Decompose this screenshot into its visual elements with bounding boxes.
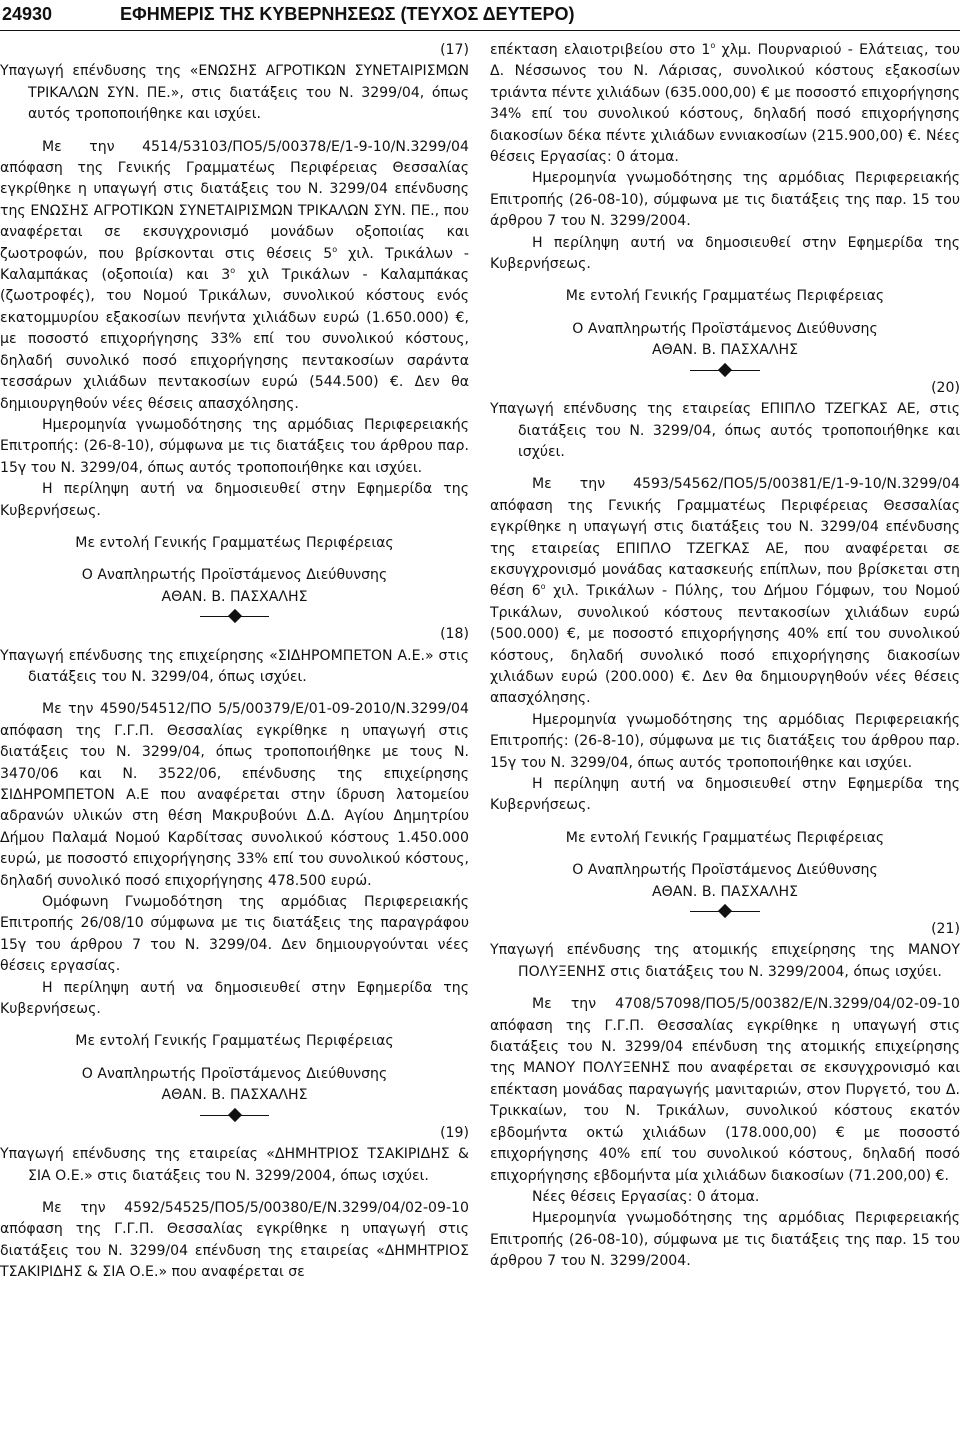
notice-18: [0, 624, 469, 1107]
signature-line-2: Ο Αναπληρωτής Προϊστάμενος Διεύθυνσης: [572, 320, 878, 337]
notice-body: [490, 474, 960, 709]
notice-body: Με την 4592/54525/ΠΟ5/5/00380/Ε/Ν.3299/04/02-09-10 απόφαση της Γ.Γ.Π. Θεσσαλίας εγκρίθηκε η υπαγωγή στις διατάξεις του Ν. 3299/04 επένδυση της εταιρείας «ΔΗΜΗΤΡΙΟΣ ΤΣΑΚΙΡΙΔΗΣ & ΣΙΑ Ο.Ε.» που αναφέρεται σε: [0, 1199, 469, 1281]
body-text: χιλ Τρικάλων - Καλαμπάκας (ζωοτροφές), του Νομού Τρικάλων, συνολικού κόστους ενός εκατομμυρίου εξακοσίων πενήντα χιλιάδων ευρώ (1.650.000) €, με ποσοστό επιχορήγησης 33% επί του συνολικού κόστους, δηλαδή συνολικό ποσό επιχορήγησης πεντακοσίων σαράντα τεσσάρων χιλιάδων πεντακοσίων ευρώ (544.500) €. Δεν θα δημιουργηθούν νέες θέσεις απασχόλησης.: [0, 267, 469, 412]
right-column: [490, 40, 960, 1273]
section-separator: [490, 362, 960, 378]
diamond-icon: [227, 609, 241, 623]
gazette-title: ΕΦΗΜΕΡΙΣ ΤΗΣ ΚΥΒΕΡΝΗΣΕΩΣ (ΤΕΥΧΟΣ ΔΕΥΤΕΡΟ): [120, 4, 575, 24]
superscript: ο: [230, 266, 236, 276]
notice-publication: Η περίληψη αυτή να δημοσιευθεί στην Εφημερίδα της Κυβερνήσεως.: [0, 481, 469, 519]
notice-opinion: Ημερομηνία γνωμοδότησης της αρμόδιας Περιφερειακής Επιτροπής: (26-8-10), σύμφωνα με τις διατάξεις του άρθρου παρ. 15γ του Ν. 3299/04, όπως αυτός τροποποιήθηκε και ισχύει.: [490, 711, 960, 771]
body-text: χιλ. Τρικάλων - Πύλης, του Δήμου Γόμφων, του Νομού Τρικάλων, συνολικού κόστους πεντακοσίων χιλιάδων ευρώ (500.000) €, με ποσοστό επιχορήγησης 40% επί του συνολικού κόστους, δηλαδή συνολικό ποσό επιχορήγησης διακοσίων χιλιάδων ευρώ (200.000) €. Δεν θα δημιουργηθούν νέες θέσεις απασχόλησης.: [490, 583, 960, 707]
header-rule: [0, 30, 960, 31]
signature-name: ΑΘΑΝ. Β. ΠΑΣΧΑΛΗΣ: [161, 588, 308, 605]
notice-heading: Υπαγωγή επένδυσης της εταιρείας ΕΠΙΠΛΟ ΤΖΕΓΚΑΣ ΑΕ, στις διατάξεις του Ν. 3299/04, όπως αυτός τροποποιήθηκε και ισχύει.: [490, 401, 960, 460]
notice-number: (20): [931, 379, 960, 396]
notice-body: Με την 4708/57098/ΠΟ5/5/00382/Ε/Ν.3299/04/02-09-10 απόφαση της Γ.Γ.Π. Θεσσαλίας εγκρίθηκε η υπαγωγή στις διατάξεις του Ν. 3299/04 επένδυση της ατομικής επιχείρησης της ΜΑΝΟΥ ΠΟΛΥΞΕΝΗΣ που αναφέρεται σε εκσυγχρονισμό και επέκταση μονάδας παραγωγής μανιταριών, στον Πυργετό, του Δ. Τρικκαίων, του Ν. Τρικάλων, συνολικού κόστους εκατόν εβδομήντα οκτώ χιλιάδων (178.000,00) € με ποσοστό επιχορήγησης 40% επί του συνολικού κόστους, δηλαδή ποσό επιχορήγησης εβδομήντα μία χιλιάδων διακοσίων (71.200,00) €.: [490, 996, 960, 1184]
diamond-icon: [227, 1108, 241, 1122]
notice-body: [0, 137, 469, 415]
signature-name: ΑΘΑΝ. Β. ΠΑΣΧΑΛΗΣ: [651, 883, 799, 900]
body-text: χιλ. Τρικάλων - Καλαμπάκας (οξοποιία) και 3: [0, 245, 469, 284]
notice-opinion: Ομόφωνη Γνωμοδότηση της αρμόδιας Περιφερειακής Επιτροπής 26/08/10 σύμφωνα με τις διατάξεις της παραγράφου 15γ του άρθρου 7 του Ν. 3299/04. Δεν δημιουργούνται νέες θέσεις εργασίας.: [0, 894, 469, 975]
signature-line-1: Με εντολή Γενικής Γραμματέως Περιφέρειας: [75, 534, 394, 551]
notice-opinion: Ημερομηνία γνωμοδότησης της αρμόδιας Περιφερειακής Επιτροπής: (26-8-10), σύμφωνα με τις διατάξεις του άρθρου παρ. 15γ του Ν. 3299/04, όπως αυτός τροποποιήθηκε και ισχύει.: [0, 416, 469, 476]
notice-number: (17): [440, 42, 469, 58]
section-separator: [0, 1107, 469, 1123]
signature-name: ΑΘΑΝ. Β. ΠΑΣΧΑΛΗΣ: [161, 1087, 308, 1104]
notice-jobs: Νέες θέσεις Εργασίας: 0 άτομα.: [532, 1188, 760, 1205]
notice-17: [0, 40, 469, 608]
notice-heading: Υπαγωγή επένδυσης της εταιρείας «ΔΗΜΗΤΡΙΟΣ ΤΣΑΚΙΡΙΔΗΣ & ΣΙΑ Ο.Ε.» στις διατάξεις του Ν. 3299/2004, όπως ισχύει.: [0, 1146, 469, 1184]
notice-publication: Η περίληψη αυτή να δημοσιευθεί στην Εφημερίδα της Κυβερνήσεως.: [490, 776, 960, 814]
body-text: Με την 4514/53103/ΠΟ5/5/00378/Ε/1-9-10/Ν.3299/04 απόφαση της Γενικής Γραμματέως Περιφέρειας Θεσσαλίας εγκρίθηκε η υπαγωγή στις διατάξεις του Ν. 3299/04 επένδυσης της ΕΝΩΣΗΣ ΑΓΡΟΤΙΚΩΝ ΣΥΝΕΤΑΙΡΙΣΜΩΝ ΤΡΙΚΑΛΩΝ ΣΥΝ. ΠΕ., που αναφέρεται σε εκσυγχρονισμό μονάδων οξοποιίας και ζωοτροφών, που βρίσκονται στις θέσεις 5: [0, 138, 469, 262]
superscript: ο: [710, 41, 716, 50]
section-separator: [0, 608, 469, 624]
body-text: χλμ. Πουρναριού - Ελάτειας, του Δ. Νέσσωνος του Ν. Λάρισας, συνολικού κόστους εξακοσίων τριάντα πέντε χιλιάδων (635.000,00) € με ποσοστό επιχορήγησης 34% επί του συνολικού κόστους, δηλαδή ποσό επιχορήγησης διακοσίων δέκα πέντε χιλιάδων εννιακοσίων (215.900,00) €. Νέες θέσεις Εργασίας: 0 άτομα.: [490, 42, 960, 166]
signature-line-1: Με εντολή Γενικής Γραμματέως Περιφέρειας: [565, 829, 885, 846]
signature-line-2: Ο Αναπληρωτής Προϊστάμενος Διεύθυνσης: [572, 862, 878, 879]
signature-line-2: Ο Αναπληρωτής Προϊστάμενος Διεύθυνσης: [81, 1065, 388, 1082]
notice-19: [0, 1123, 469, 1284]
notice-opinion: Ημερομηνία γνωμοδότησης της αρμόδιας Περιφερειακής Επιτροπής (26-08-10), σύμφωνα με τις διατάξεις της παρ. 15 του άρθρου 7 του Ν. 3299/2004.: [490, 1210, 960, 1270]
left-column: [0, 40, 469, 1284]
superscript: ο: [540, 582, 546, 592]
body-text: επέκταση ελαιοτριβείου στο 1: [490, 42, 711, 58]
notice-opinion: Ημερομηνία γνωμοδότησης της αρμόδιας Περιφερειακής Επιτροπής (26-08-10), σύμφωνα με τις διατάξεις της παρ. 15 του άρθρου 7 του Ν. 3299/2004.: [490, 170, 960, 230]
signature-line-1: Με εντολή Γενικής Γραμματέως Περιφέρειας: [75, 1033, 394, 1050]
notice-20: [490, 378, 960, 903]
notice-number: (19): [440, 1124, 469, 1141]
page-header: [0, 4, 960, 28]
notice-heading: Υπαγωγή επένδυσης της ατομικής επιχείρησης της ΜΑΝΟΥ ΠΟΛΥΞΕΝΗΣ στις διατάξεις του Ν. 3299/2004, όπως ισχύει.: [490, 942, 960, 980]
notice-number: (18): [440, 626, 469, 643]
notice-number: (21): [931, 921, 960, 938]
notice-19-continued: [490, 40, 960, 362]
diamond-icon: [718, 904, 732, 918]
notice-body-continued: [490, 40, 960, 168]
diamond-icon: [718, 363, 732, 377]
notice-publication: Η περίληψη αυτή να δημοσιευθεί στην Εφημερίδα της Κυβερνήσεως.: [490, 234, 960, 273]
notice-heading: Υπαγωγή επένδυσης της «ΕΝΩΣΗΣ ΑΓΡΟΤΙΚΩΝ ΣΥΝΕΤΑΙΡΙΣΜΩΝ ΤΡΙΚΑΛΩΝ ΣΥΝ. ΠΕ.», στις διατάξεις του Ν. 3299/04, όπως αυτός τροποποιήθηκε και ισχύει.: [0, 63, 469, 123]
signature-line-2: Ο Αναπληρωτής Προϊστάμενος Διεύθυνσης: [81, 567, 388, 584]
notice-heading: Υπαγωγή επένδυσης της επιχείρησης «ΣΙΔΗΡΟΜΠΕΤΟΝ Α.Ε.» στις διατάξεις του Ν. 3299/04, όπως ισχύει.: [0, 647, 469, 685]
signature-name: ΑΘΑΝ. Β. ΠΑΣΧΑΛΗΣ: [651, 342, 799, 359]
section-separator: [490, 903, 960, 919]
superscript: ο: [332, 244, 338, 254]
page-number: 24930: [2, 4, 53, 24]
notice-21: [490, 919, 960, 1273]
notice-publication: Η περίληψη αυτή να δημοσιευθεί στην Εφημερίδα της Κυβερνήσεως.: [0, 979, 469, 1018]
notice-body: Με την 4590/54512/ΠΟ 5/5/00379/Ε/01-09-2010/Ν.3299/04 απόφαση της Γ.Γ.Π. Θεσσαλίας εγκρίθηκε η υπαγωγή στις διατάξεις του Ν. 3299/04, όπως τροποποιήθηκε με τους Ν. 3470/06 και Ν. 3522/06, επένδυσης της επιχείρησης ΣΙΔΗΡΟΜΠΕΤΟΝ Α.Ε που αναφέρεται στην ίδρυση λατομείου αδρανών υλικών στη θέση Μακρυβούνι Δ.Δ. Αγίου Δημητρίου Δήμου Παλαμά Νομού Καρδίτσας συνολικού κόστους 1.450.000 ευρώ, με ποσοστό επιχορήγησης 33% επί του συνολικού κόστους, δηλαδή συνολικό ποσό επιχορήγησης 478.500 ευρώ.: [0, 701, 469, 889]
body-text: Με την 4593/54562/ΠΟ5/5/00381/Ε/1-9-10/Ν.3299/04 απόφαση της Γενικής Γραμματέως Περιφέρειας Θεσσαλίας εγκρίθηκε η υπαγωγή στις διατάξεις του Ν. 3299/04 επένδυσης της εταιρείας ΕΠΙΠΛΟ ΤΖΕΓΚΑΣ ΑΕ, που αναφέρεται σε εκσυγχρονισμό μονάδας κατασκευής επίπλων, που βρίσκεται στη θέση 6: [490, 476, 960, 600]
signature-line-1: Με εντολή Γενικής Γραμματέως Περιφέρειας: [565, 288, 885, 305]
